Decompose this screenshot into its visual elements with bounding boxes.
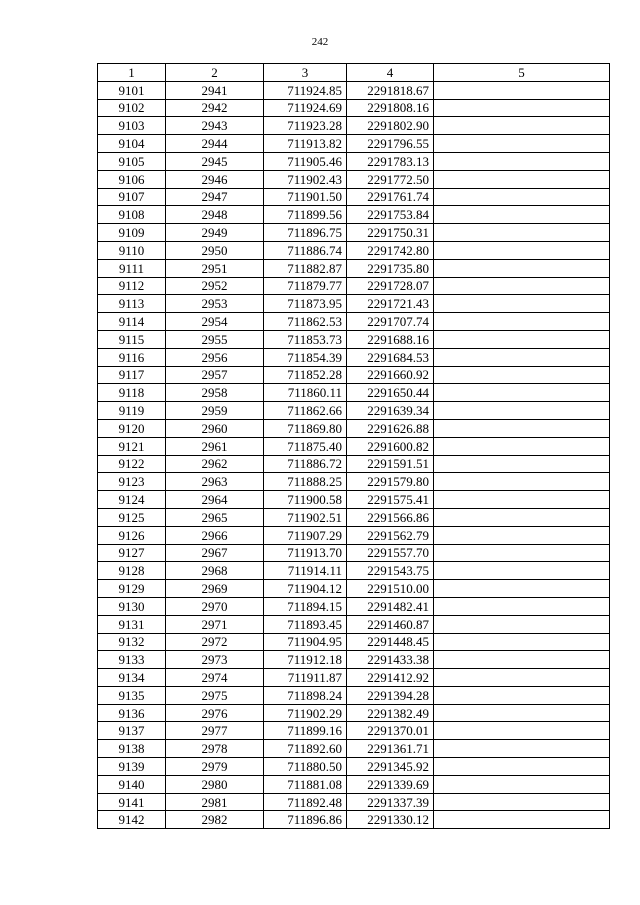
table-cell: 711875.40 [264, 437, 347, 455]
table-cell: 9126 [98, 526, 166, 544]
table-cell [434, 508, 610, 526]
table-cell: 9103 [98, 117, 166, 135]
column-header: 5 [434, 64, 610, 82]
table-cell: 2291728.07 [347, 277, 434, 295]
table-cell: 9124 [98, 491, 166, 509]
table-cell: 711900.58 [264, 491, 347, 509]
table-cell: 711896.86 [264, 811, 347, 829]
table-cell: 2291510.00 [347, 580, 434, 598]
table-cell: 2950 [166, 241, 264, 259]
table-cell: 711869.80 [264, 419, 347, 437]
table-cell [434, 722, 610, 740]
table-cell: 9131 [98, 615, 166, 633]
table-cell: 9104 [98, 135, 166, 153]
table-row [98, 597, 610, 615]
table-row [98, 686, 610, 704]
table-cell: 2291761.74 [347, 188, 434, 206]
table-cell: 2941 [166, 81, 264, 99]
table-cell: 2291650.44 [347, 384, 434, 402]
table-cell: 711879.77 [264, 277, 347, 295]
table-body [98, 81, 610, 828]
table-cell [434, 437, 610, 455]
table-cell: 2973 [166, 651, 264, 669]
table-row [98, 455, 610, 473]
table-cell: 9138 [98, 740, 166, 758]
table-cell [434, 775, 610, 793]
table-cell: 2291370.01 [347, 722, 434, 740]
table-cell: 2291412.92 [347, 669, 434, 687]
table-cell: 2291482.41 [347, 597, 434, 615]
table-cell: 2291660.92 [347, 366, 434, 384]
table-cell: 2291394.28 [347, 686, 434, 704]
table-cell [434, 188, 610, 206]
table-cell: 2291337.39 [347, 793, 434, 811]
table-cell: 2974 [166, 669, 264, 687]
table-cell: 2291382.49 [347, 704, 434, 722]
table-cell: 711860.11 [264, 384, 347, 402]
table-cell: 9123 [98, 473, 166, 491]
table-cell: 9129 [98, 580, 166, 598]
table-cell: 711882.87 [264, 259, 347, 277]
table-cell [434, 704, 610, 722]
table-cell: 711886.72 [264, 455, 347, 473]
table-cell [434, 526, 610, 544]
table-cell: 2291448.45 [347, 633, 434, 651]
table-cell: 2968 [166, 562, 264, 580]
table-cell: 711905.46 [264, 152, 347, 170]
table-cell: 2291339.69 [347, 775, 434, 793]
table-cell: 2954 [166, 313, 264, 331]
table-cell: 9137 [98, 722, 166, 740]
table-cell: 9116 [98, 348, 166, 366]
table-cell: 2943 [166, 117, 264, 135]
table-cell: 9120 [98, 419, 166, 437]
table-cell: 2291460.87 [347, 615, 434, 633]
table-cell: 711901.50 [264, 188, 347, 206]
table-cell: 2291591.51 [347, 455, 434, 473]
table-cell: 9111 [98, 259, 166, 277]
table-cell [434, 740, 610, 758]
table-cell: 2958 [166, 384, 264, 402]
table-cell: 711892.48 [264, 793, 347, 811]
table-cell: 9140 [98, 775, 166, 793]
table-cell [434, 313, 610, 331]
table-row [98, 615, 610, 633]
table-cell [434, 615, 610, 633]
table-cell: 2956 [166, 348, 264, 366]
table-row [98, 437, 610, 455]
table-cell: 2291579.80 [347, 473, 434, 491]
table-cell: 2291772.50 [347, 170, 434, 188]
table-row [98, 740, 610, 758]
table-row [98, 224, 610, 242]
table-row [98, 793, 610, 811]
table-row [98, 526, 610, 544]
table-cell: 711913.70 [264, 544, 347, 562]
table-cell: 711880.50 [264, 758, 347, 776]
table-row [98, 758, 610, 776]
table-row [98, 295, 610, 313]
table-header-row [98, 64, 610, 82]
table-cell: 9141 [98, 793, 166, 811]
table-cell: 2970 [166, 597, 264, 615]
column-header: 3 [264, 64, 347, 82]
table-cell: 2291808.16 [347, 99, 434, 117]
table-cell: 9132 [98, 633, 166, 651]
table-cell: 711902.51 [264, 508, 347, 526]
table-cell: 2291796.55 [347, 135, 434, 153]
table-cell: 711902.43 [264, 170, 347, 188]
table-cell: 9112 [98, 277, 166, 295]
table-cell: 2291639.34 [347, 402, 434, 420]
table-cell: 711899.56 [264, 206, 347, 224]
table-cell: 2962 [166, 455, 264, 473]
table-cell: 2291802.90 [347, 117, 434, 135]
table-row [98, 811, 610, 829]
table-cell: 9110 [98, 241, 166, 259]
table-cell: 2959 [166, 402, 264, 420]
table-cell: 9101 [98, 81, 166, 99]
table-cell [434, 758, 610, 776]
table-row [98, 348, 610, 366]
table-cell: 9127 [98, 544, 166, 562]
table-row [98, 704, 610, 722]
table-cell: 2949 [166, 224, 264, 242]
table-cell: 9119 [98, 402, 166, 420]
table-row [98, 544, 610, 562]
table-row [98, 152, 610, 170]
table-cell: 9102 [98, 99, 166, 117]
table-cell [434, 295, 610, 313]
table-cell [434, 241, 610, 259]
table-row [98, 419, 610, 437]
table-cell [434, 811, 610, 829]
table-cell [434, 793, 610, 811]
table-cell: 2291330.12 [347, 811, 434, 829]
table-cell: 2969 [166, 580, 264, 598]
table-cell [434, 206, 610, 224]
table-cell: 711923.28 [264, 117, 347, 135]
table-cell [434, 170, 610, 188]
table-cell: 2291575.41 [347, 491, 434, 509]
table-cell: 2291361.71 [347, 740, 434, 758]
table-cell: 2291735.80 [347, 259, 434, 277]
table-cell: 9122 [98, 455, 166, 473]
table-cell: 2982 [166, 811, 264, 829]
table-cell: 2971 [166, 615, 264, 633]
table-cell: 2960 [166, 419, 264, 437]
table-cell: 9114 [98, 313, 166, 331]
table-row [98, 117, 610, 135]
table-cell: 9118 [98, 384, 166, 402]
table-cell: 2978 [166, 740, 264, 758]
table-row [98, 206, 610, 224]
table-cell: 2955 [166, 330, 264, 348]
table-cell [434, 580, 610, 598]
table-cell: 9125 [98, 508, 166, 526]
table-cell: 9130 [98, 597, 166, 615]
table-cell: 2291753.84 [347, 206, 434, 224]
page-number: 242 [311, 36, 329, 48]
table-cell: 711914.11 [264, 562, 347, 580]
table-cell [434, 633, 610, 651]
table-cell: 711854.39 [264, 348, 347, 366]
table-row [98, 81, 610, 99]
table-cell: 2291562.79 [347, 526, 434, 544]
table-cell [434, 277, 610, 295]
table-cell: 2291600.82 [347, 437, 434, 455]
table-row [98, 722, 610, 740]
table-cell: 2976 [166, 704, 264, 722]
table-cell [434, 330, 610, 348]
table-cell [434, 686, 610, 704]
table-cell: 711898.24 [264, 686, 347, 704]
table-cell: 2957 [166, 366, 264, 384]
table-cell: 711899.16 [264, 722, 347, 740]
table-cell: 711904.95 [264, 633, 347, 651]
table-row [98, 562, 610, 580]
table-cell: 2967 [166, 544, 264, 562]
table-cell: 2291707.74 [347, 313, 434, 331]
table-cell [434, 597, 610, 615]
table-row [98, 313, 610, 331]
table-cell [434, 224, 610, 242]
table-cell: 9117 [98, 366, 166, 384]
table-cell [434, 135, 610, 153]
table-cell: 2945 [166, 152, 264, 170]
table-cell: 2947 [166, 188, 264, 206]
table-row [98, 366, 610, 384]
table-cell: 711886.74 [264, 241, 347, 259]
table-cell: 2942 [166, 99, 264, 117]
table-cell: 9107 [98, 188, 166, 206]
table-cell: 711893.45 [264, 615, 347, 633]
table-cell: 2961 [166, 437, 264, 455]
table-row [98, 508, 610, 526]
table-cell [434, 259, 610, 277]
column-header: 4 [347, 64, 434, 82]
table-row [98, 135, 610, 153]
table-cell: 711907.29 [264, 526, 347, 544]
table-row [98, 775, 610, 793]
table-row [98, 188, 610, 206]
table-cell: 2291721.43 [347, 295, 434, 313]
table-cell [434, 562, 610, 580]
table-cell: 2965 [166, 508, 264, 526]
coordinates-table [97, 63, 610, 829]
table-row [98, 580, 610, 598]
table-cell: 711896.75 [264, 224, 347, 242]
table-cell: 711862.66 [264, 402, 347, 420]
table-cell: 2972 [166, 633, 264, 651]
table-cell: 9105 [98, 152, 166, 170]
column-header: 1 [98, 64, 166, 82]
table-cell: 711862.53 [264, 313, 347, 331]
table-cell: 9113 [98, 295, 166, 313]
table-cell: 9133 [98, 651, 166, 669]
table-cell: 711904.12 [264, 580, 347, 598]
table-cell: 9115 [98, 330, 166, 348]
table-row [98, 330, 610, 348]
table-cell: 2291688.16 [347, 330, 434, 348]
table-row [98, 99, 610, 117]
table-cell: 711924.69 [264, 99, 347, 117]
table-cell [434, 473, 610, 491]
table-cell: 2952 [166, 277, 264, 295]
table-cell [434, 544, 610, 562]
table-cell: 2291566.86 [347, 508, 434, 526]
table-cell: 711924.85 [264, 81, 347, 99]
table-cell: 711894.15 [264, 597, 347, 615]
table-cell: 2291684.53 [347, 348, 434, 366]
table-cell [434, 348, 610, 366]
table-cell: 2951 [166, 259, 264, 277]
table-cell: 711888.25 [264, 473, 347, 491]
table-cell: 711852.28 [264, 366, 347, 384]
table-cell: 711912.18 [264, 651, 347, 669]
column-header: 2 [166, 64, 264, 82]
table-cell: 2291818.67 [347, 81, 434, 99]
table-cell: 2291750.31 [347, 224, 434, 242]
table-cell: 711911.87 [264, 669, 347, 687]
table-cell: 9135 [98, 686, 166, 704]
table-row [98, 402, 610, 420]
table-cell: 9109 [98, 224, 166, 242]
table-cell: 2291433.38 [347, 651, 434, 669]
table-cell: 2944 [166, 135, 264, 153]
table-cell: 2291742.80 [347, 241, 434, 259]
table-cell: 2980 [166, 775, 264, 793]
table-cell: 711873.95 [264, 295, 347, 313]
table-cell: 2981 [166, 793, 264, 811]
table-row [98, 651, 610, 669]
table-cell: 9142 [98, 811, 166, 829]
table-cell [434, 402, 610, 420]
table-cell: 9128 [98, 562, 166, 580]
table-cell [434, 669, 610, 687]
table-cell: 2291543.75 [347, 562, 434, 580]
table-cell: 2291557.70 [347, 544, 434, 562]
table-cell: 2963 [166, 473, 264, 491]
table-cell: 9139 [98, 758, 166, 776]
table-cell [434, 366, 610, 384]
table-cell [434, 81, 610, 99]
table-cell: 711913.82 [264, 135, 347, 153]
table-cell: 711881.08 [264, 775, 347, 793]
table-cell [434, 117, 610, 135]
table-cell: 2948 [166, 206, 264, 224]
table-cell [434, 152, 610, 170]
table-cell [434, 455, 610, 473]
table-cell: 2977 [166, 722, 264, 740]
table-cell: 2966 [166, 526, 264, 544]
table-cell: 711902.29 [264, 704, 347, 722]
table-cell: 9134 [98, 669, 166, 687]
table-cell [434, 651, 610, 669]
table-cell: 2979 [166, 758, 264, 776]
table-row [98, 277, 610, 295]
table-cell [434, 491, 610, 509]
table-cell: 9108 [98, 206, 166, 224]
table-row [98, 241, 610, 259]
table-cell: 2964 [166, 491, 264, 509]
table-row [98, 669, 610, 687]
table-row [98, 473, 610, 491]
table-row [98, 491, 610, 509]
table-cell [434, 419, 610, 437]
table-row [98, 384, 610, 402]
table-cell [434, 99, 610, 117]
table-row [98, 259, 610, 277]
table-cell: 2975 [166, 686, 264, 704]
table-cell: 9136 [98, 704, 166, 722]
table-cell: 2291345.92 [347, 758, 434, 776]
table-cell: 2291783.13 [347, 152, 434, 170]
table-cell: 9106 [98, 170, 166, 188]
table-cell: 711853.73 [264, 330, 347, 348]
table-cell: 9121 [98, 437, 166, 455]
table-row [98, 633, 610, 651]
table-cell: 711892.60 [264, 740, 347, 758]
table-cell: 2946 [166, 170, 264, 188]
table-cell: 2291626.88 [347, 419, 434, 437]
table-cell [434, 384, 610, 402]
table-cell: 2953 [166, 295, 264, 313]
table-row [98, 170, 610, 188]
